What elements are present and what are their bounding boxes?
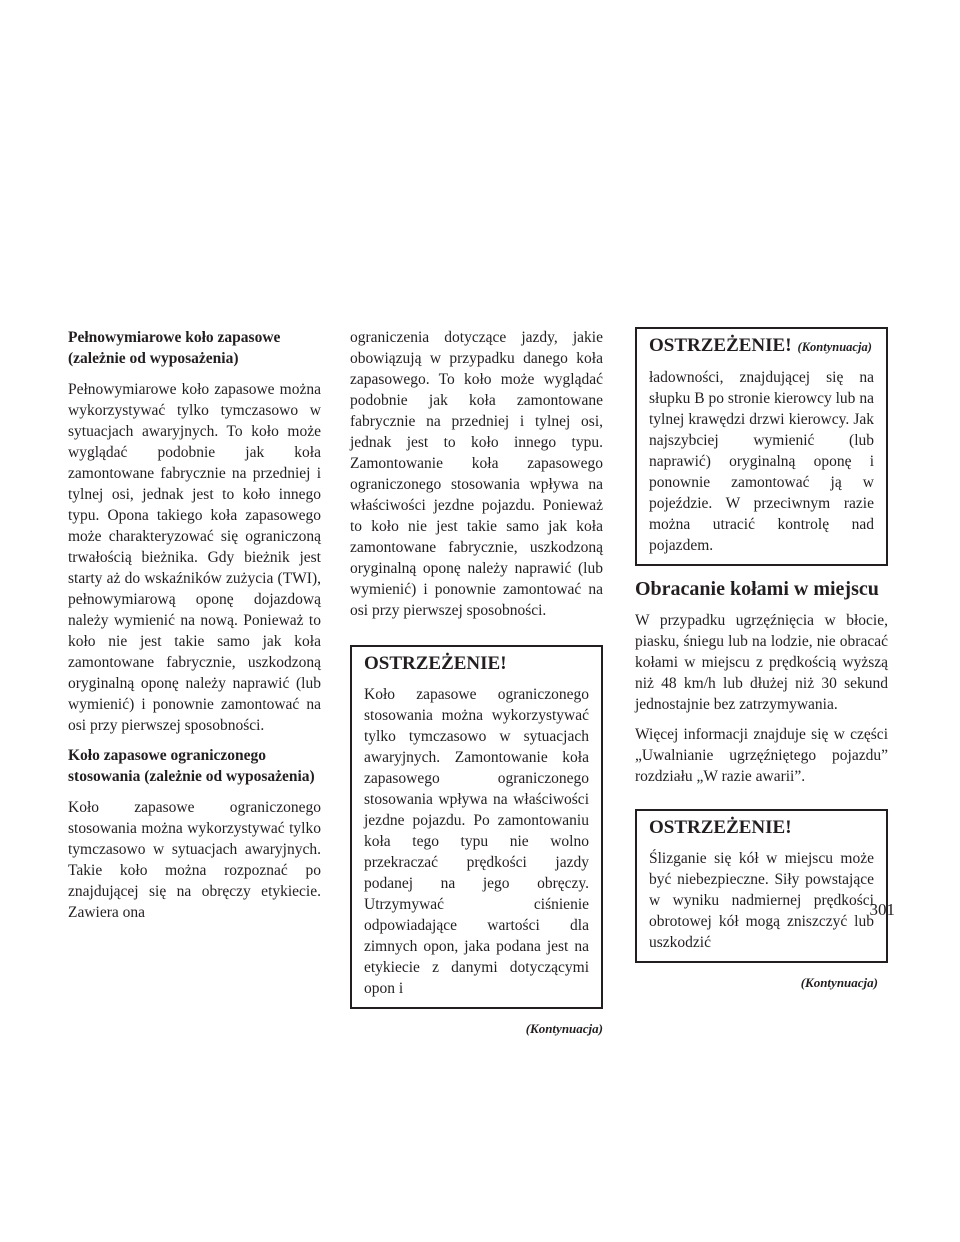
warning-box-continued — [635, 327, 888, 566]
paragraph-more-info: Więcej informacji znajduje się w części „Uwalnianie ugrzęźniętego pojazdu” rozdziału „W razie awarii”. — [635, 726, 888, 785]
continued-note: (Kontynuacja) — [800, 975, 878, 990]
left-column — [68, 327, 321, 932]
section-title-wheel-spin: Obracanie kołami w miejscu — [635, 578, 879, 600]
warning-text: Ślizganie się kół w miejscu może być niebezpieczne. Siły powstające w wyniku nadmiernej prędkości obrotowej kół mogą zniszczyć lub uszkodzić — [649, 850, 874, 951]
warning-box-wheel-spin — [635, 809, 888, 963]
paragraph-limited-use-continued: ograniczenia dotyczące jazdy, jakie obowiązują w przypadku danego koła zapasowego. To koło może wyglądać podobnie jak koła zamontowane fabrycznie na przedniej i tylnej osi, jednak jest to koło innego typu. Zamontowanie koła zapasowego ograniczonego stosowania wpływa na właściwości jezdne pojazdu. Ponieważ to koło nie jest takie samo jak koła zamontowane fabrycznie, uszkodzoną oryginalną oponę należy naprawić (lub wymienić) i ponownie zamontować na osi przy pierwszej sposobności. — [350, 329, 603, 619]
heading-full-size-spare: Pełnowymiarowe koło zapasowe (zależnie od wyposażenia) — [68, 329, 281, 367]
warning-title: OSTRZEŻENIE! — [364, 653, 507, 674]
paragraph-limited-use-spare: Koło zapasowe ograniczonego stosowania można wykorzystywać tylko tymczasowo w sytuacjach awaryjnych. Takie koło można rozpoznać po znajdującej się na obręczy etykiecie. Zawiera ona — [68, 799, 321, 921]
continued-note: (Kontynuacja) — [525, 1021, 603, 1036]
warning-title: OSTRZEŻENIE! — [649, 335, 792, 356]
right-column — [635, 327, 888, 993]
warning-continued-label: (Kontynuacja) — [797, 340, 872, 354]
warning-box — [350, 645, 603, 1009]
warning-title-row — [649, 334, 874, 359]
warning-title: OSTRZEŻENIE! — [649, 817, 792, 838]
middle-column — [350, 327, 603, 1039]
paragraph-wheel-spin: W przypadku ugrzęźnięcia w błocie, piasku, śniegu lub na lodzie, nie obracać kołami w miejscu z prędkością wyższą niż 48 km/h lub dłużej niż 30 sekund jednostajnie bez zatrzymywania. — [635, 612, 888, 713]
heading-limited-use-spare: Koło zapasowe ograniczonego stosowania (zależnie od wyposażenia) — [68, 747, 315, 785]
paragraph-full-size-spare: Pełnowymiarowe koło zapasowe można wykorzystywać tylko tymczasowo w sytuacjach awaryjnych. To koło może wyglądać podobnie jak koła zamontowane fabrycznie na przedniej i tylnej osi, jednak jest to koło innego typu. Opona takiego koła zapasowego może charakteryzować się ograniczoną trwałością bieżnika. Gdy bieżnik jest starty aż do wskaźników zużycia (TWI), pełnowymiarową oponę dojazdową należy wymienić na nową. Ponieważ to koło nie jest takie samo jak koła zamontowane fabrycznie, uszkodzoną oryginalną oponę należy naprawić (lub wymienić) i ponownie zamontować na osi przy pierwszej sposobności. — [68, 381, 321, 734]
warning-text: Koło zapasowe ograniczonego stosowania można wykorzystywać tylko tymczasowo w sytuacjach awaryjnych. Zamontowanie koła zapasowego ograniczonego stosowania wpływa na właściwości jezdne pojazdu. Po zamontowaniu koła tego typu nie wolno przekraczać prędkości jazdy podanej na jego obręczy. Utrzymywać ciśnienie odpowiadające wartości dla zimnych opon, jaka podana jest na etykiecie z danymi dotyczącymi opon i — [364, 686, 589, 997]
page-number: 301 — [869, 900, 895, 919]
warning-text: ładowności, znajdującej się na słupku B po stronie kierowcy lub na tylnej krawędzi drzwi kierowcy. Jak najszybciej wymienić (lub naprawić) oryginalną oponę i ponownie zamontować ją w pojeździe. W przeciwnym razie można utracić kontrolę nad pojazdem. — [649, 369, 874, 554]
